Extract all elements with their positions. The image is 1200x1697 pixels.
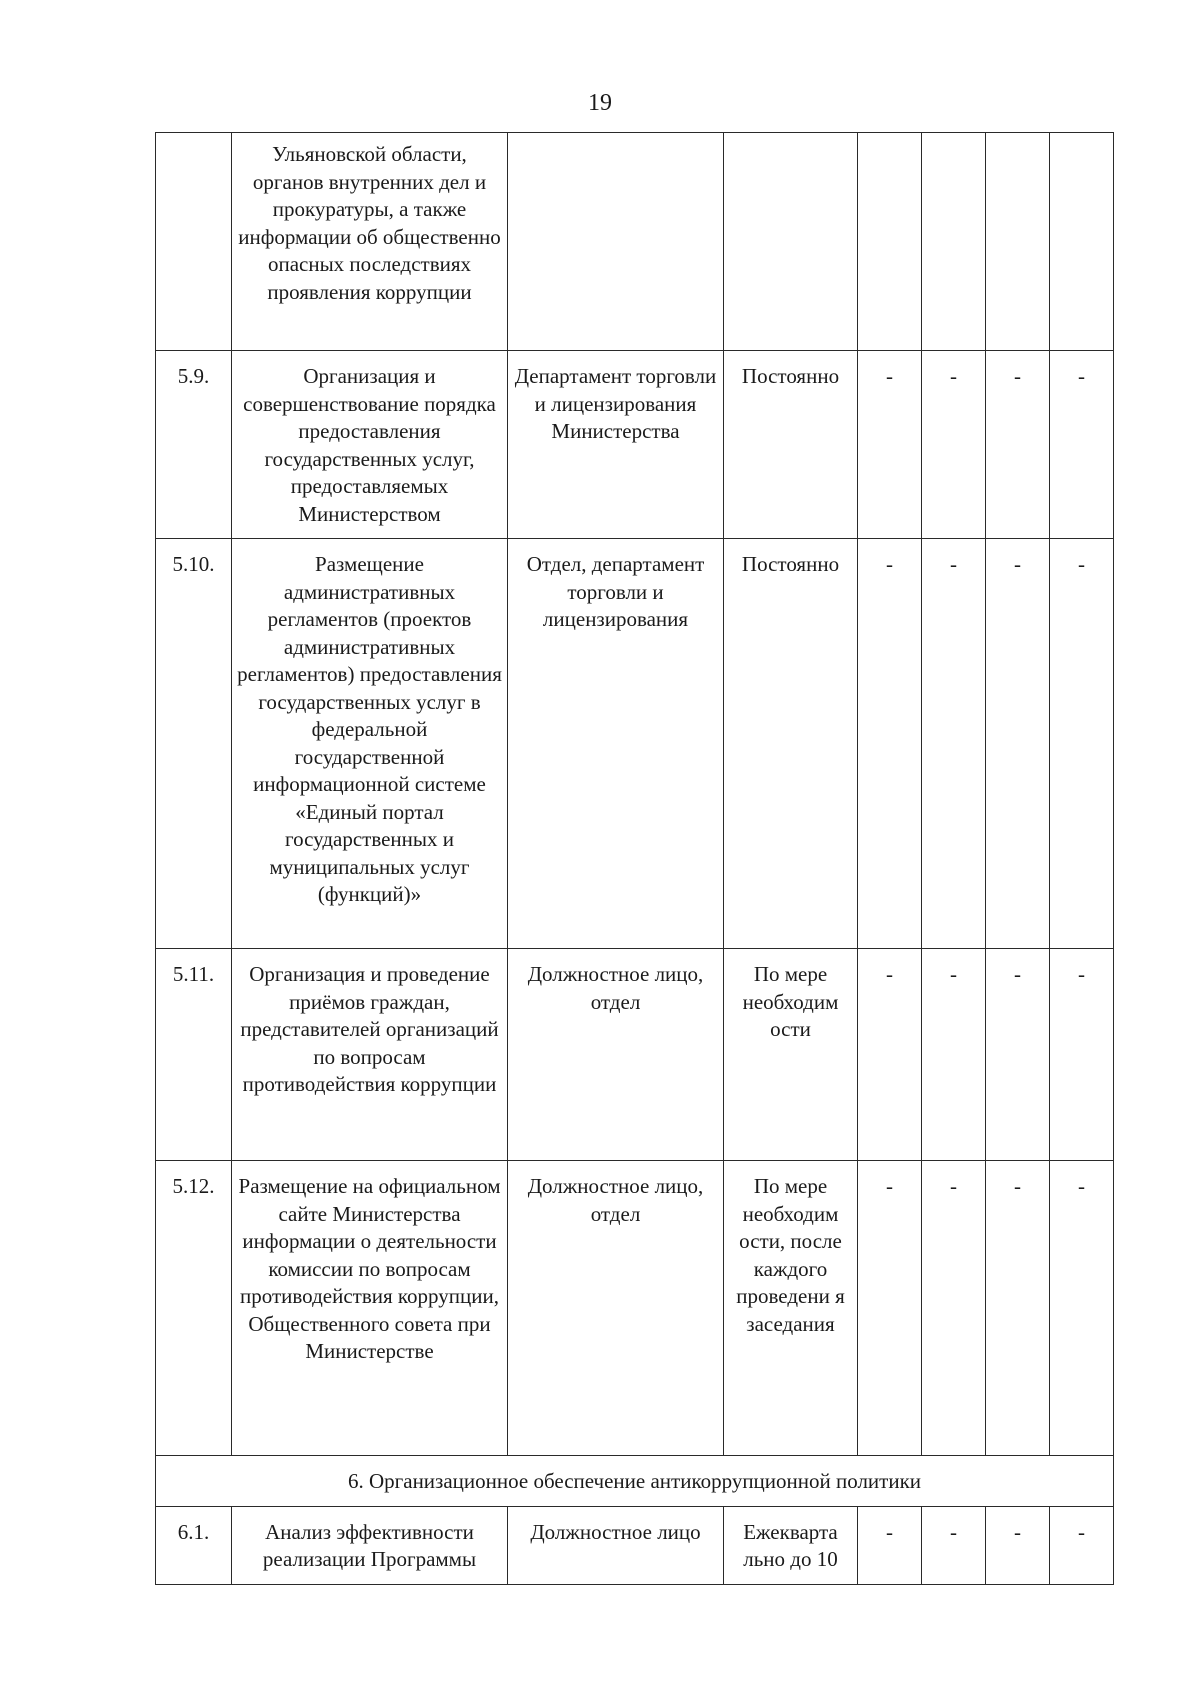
funding-cell [986,133,1050,351]
deadline-cell [724,133,858,351]
section-heading: 6. Организационное обеспечение антикоррупционной политики [156,1456,1114,1507]
funding-cell: - [922,1506,986,1584]
table-row [156,351,1114,539]
table-row [156,1161,1114,1456]
row-number [156,133,232,351]
responsible-cell: Отдел, департамент торговли и лицензирования [508,539,724,949]
activity-cell: Организация и совершенствование порядка предоставления государственных услуг, предоставляемых Министерством [232,351,508,539]
funding-cell: - [1050,1161,1114,1456]
funding-cell [1050,133,1114,351]
row-number: 5.11. [156,949,232,1161]
funding-cell: - [1050,949,1114,1161]
row-number: 6.1. [156,1506,232,1584]
funding-cell: - [922,1161,986,1456]
funding-cell: - [858,1161,922,1456]
table-row [156,949,1114,1161]
funding-cell: - [858,539,922,949]
deadline-cell: По мере необходим ости [724,949,858,1161]
funding-cell: - [858,351,922,539]
activity-cell: Анализ эффективности реализации Программы [232,1506,508,1584]
funding-cell: - [922,539,986,949]
page-number: 19 [588,90,612,116]
section-row [156,1456,1114,1507]
activity-cell: Размещение административных регламентов (проектов административных регламентов) предоставления государственных услуг в федеральной государственной информационной системе «Единый портал государственных и муниципальных услуг (функций)» [232,539,508,949]
funding-cell: - [858,1506,922,1584]
funding-cell: - [986,1506,1050,1584]
funding-cell: - [986,351,1050,539]
funding-cell [858,133,922,351]
deadline-cell: Постоянно [724,351,858,539]
funding-cell: - [986,539,1050,949]
funding-cell: - [1050,539,1114,949]
responsible-cell: Должностное лицо, отдел [508,1161,724,1456]
row-number: 5.12. [156,1161,232,1456]
deadline-cell: Постоянно [724,539,858,949]
measures-table [155,132,1114,1585]
row-number: 5.10. [156,539,232,949]
funding-cell: - [986,1161,1050,1456]
funding-cell: - [858,949,922,1161]
responsible-cell: Должностное лицо [508,1506,724,1584]
funding-cell [922,133,986,351]
table-row [156,133,1114,351]
table-row [156,539,1114,949]
activity-cell: Ульяновской области, органов внутренних дел и прокуратуры, а также информации об общественно опасных последствиях проявления коррупции [232,133,508,351]
funding-cell: - [922,949,986,1161]
activity-cell: Организация и проведение приёмов граждан, представителей организаций по вопросам противодействия коррупции [232,949,508,1161]
funding-cell: - [1050,1506,1114,1584]
responsible-cell: Департамент торговли и лицензирования Министерства [508,351,724,539]
funding-cell: - [922,351,986,539]
activity-cell: Размещение на официальном сайте Министерства информации о деятельности комиссии по вопросам противодействия коррупции, Общественного совета при Министерстве [232,1161,508,1456]
funding-cell: - [986,949,1050,1161]
row-number: 5.9. [156,351,232,539]
table-row [156,1506,1114,1584]
deadline-cell: Ежекварта льно до 10 [724,1506,858,1584]
deadline-cell: По мере необходим ости, после каждого проведени я заседания [724,1161,858,1456]
funding-cell: - [1050,351,1114,539]
responsible-cell: Должностное лицо, отдел [508,949,724,1161]
responsible-cell [508,133,724,351]
